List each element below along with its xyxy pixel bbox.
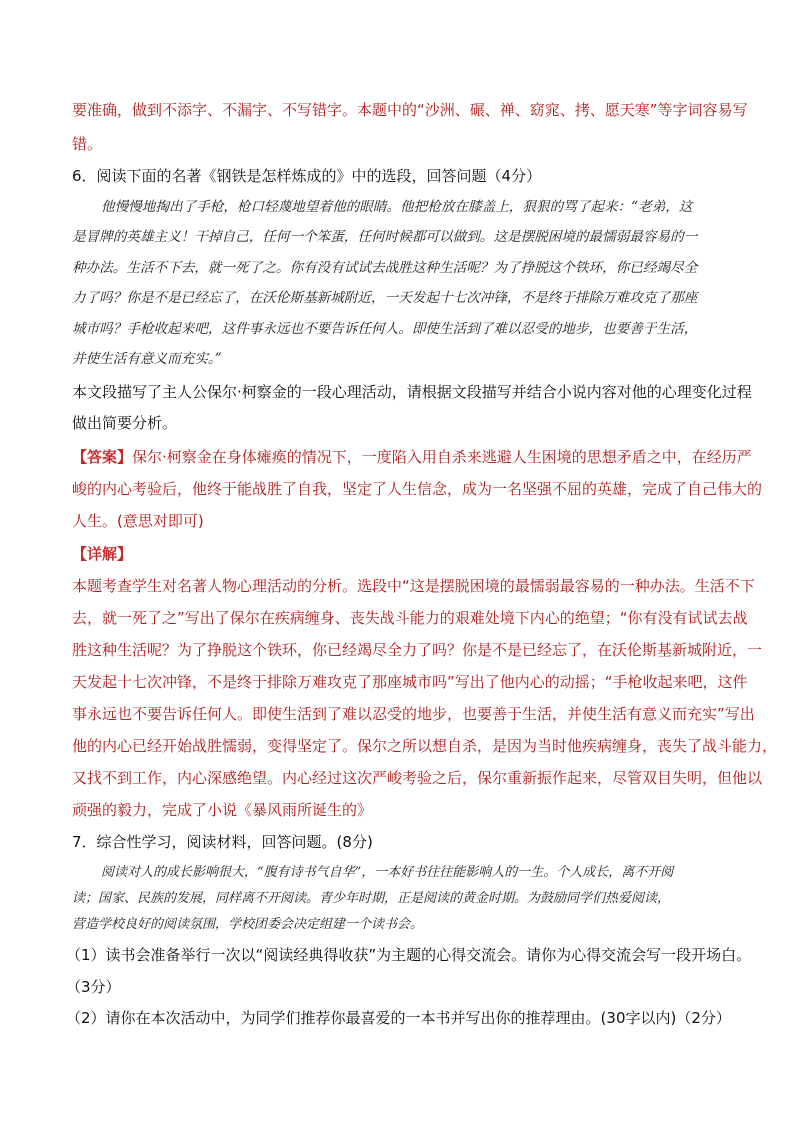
q6-question-line: 本文段描写了主人公保尔·柯察金的一段心理活动，请根据文段描写并结合小说内容对他的心理变化过程 — [72, 383, 752, 401]
q6-detail-line: 事永远也不要告诉任何人。即使生活到了难以忍受的地步，也要善于生活，并使生活有意义而充实”写出 — [72, 705, 755, 723]
q7-sub1-line: （1）读书会准备举行一次以“阅读经典得收获”为主题的心得交流会。请你为心得交流会写一段开场白。 — [66, 946, 752, 964]
q7-sub2-line: （2）请你在本次活动中，为同学们推荐你最喜爱的一本书并写出你的推荐理由。(30字以内)（2分） — [66, 1009, 731, 1027]
q6-passage-line: 力了吗？你是不是已经忘了，在沃伦斯基新城附近，一天发起十七次冲锋，不是终于排除万难攻克了那座 — [72, 290, 698, 306]
q6-passage-line: 并使生活有意义而充实。” — [72, 351, 222, 367]
q6-detail-line: 天发起十七次冲锋，不是终于排除万难攻克了那座城市吗”写出了他内心的动摇；“手枪收起来吧，这件 — [72, 673, 748, 691]
q6-answer-line: 峻的内心考验后，他终于能战胜了自我，坚定了人生信念，成为一名坚强不屈的英雄，完成了自己伟大的 — [72, 480, 763, 498]
q6-passage-line: 是冒牌的英雄主义！干掉自己，任何一个笨蛋，任何时候都可以做到。这是摆脱困境的最懦弱最容易的一 — [72, 229, 698, 245]
detail-tag: 【详解】 — [72, 545, 133, 563]
q6-detail-line: 他的内心已经开始战胜懦弱，变得坚定了。保尔之所以想自杀，是因为当时他疾病缠身，丧失了战斗能力， — [72, 737, 778, 755]
q6-detail-line: 顽强的毅力，完成了小说《暴风雨所诞生的》 — [72, 801, 373, 819]
q6-detail-line: 胜这种生活呢？为了挣脱这个铁环，你已经竭尽全力了吗？你是不是已经忘了，在沃伦斯基新城附近，一 — [72, 641, 763, 659]
q6-detail-line: 又找不到工作，内心深感绝望。内心经过这次严峻考验之后，保尔重新振作起来，尽管双目失明，但他以 — [72, 769, 763, 787]
q7-material-line: 阅读对人的成长影响很大，“腹有诗书气自华”，一本好书往往能影响人的一生。个人成长，离不开阅 — [101, 865, 674, 880]
q6-answer-line — [72, 447, 752, 467]
q6-question-line: 做出简要分析。 — [72, 414, 178, 432]
q6-passage-line: 种办法。生活不下去，就一死了之。你有没有试试去战胜这种生活呢？为了挣脱这个铁环，你已经竭尽全 — [72, 260, 698, 276]
intro-line: 要准确，做到不添字、不漏字、不写错字。本题中的“沙洲、碾、禅、窈窕、拷、愿天寒”等字词容易写 — [72, 101, 748, 119]
answer-tag: 【答案】 — [72, 448, 133, 466]
q6-answer-line: 人生。(意思对即可) — [72, 512, 204, 530]
answer-text: 保尔·柯察金在身体瘫痪的情况下，一度陷入用自杀来逃避人生困境的思想矛盾之中，在经历严 — [132, 448, 752, 466]
q7-material-line: 读；国家、民族的发展，同样离不开阅读。青少年时期，正是阅读的黄金时期。为鼓励同学们热爱阅读， — [72, 891, 671, 906]
q6-passage-line: 他慢慢地掏出了手枪，枪口轻蔑地望着他的眼睛。他把枪放在膝盖上，狠狠的骂了起来：“老弟，这 — [101, 199, 693, 215]
q7-sub1-line: （3分） — [66, 978, 121, 996]
q6-passage-line: 城市吗？手枪收起来吧，这件事永远也不要告诉任何人。即使生活到了难以忍受的地步，也要善于生活， — [72, 321, 698, 337]
intro-line: 错。 — [72, 135, 103, 153]
q7-title: 7．综合性学习，阅读材料，回答问题。(8分) — [72, 833, 373, 851]
q6-detail-line: 去，就一死了之”写出了保尔在疾病缠身、丧失战斗能力的艰难处境下内心的绝望；“你有没有试试去战 — [72, 609, 748, 627]
q6-detail-line: 本题考查学生对名著人物心理活动的分析。选段中“这是摆脱困境的最懦弱最容易的一种办法。生活不下 — [72, 577, 755, 595]
q7-material-line: 营造学校良好的阅读氛围，学校团委会决定组建一个读书会。 — [72, 917, 424, 932]
q6-title: 6．阅读下面的名著《钢铁是怎样炼成的》中的选段，回答问题（4分） — [72, 167, 542, 185]
